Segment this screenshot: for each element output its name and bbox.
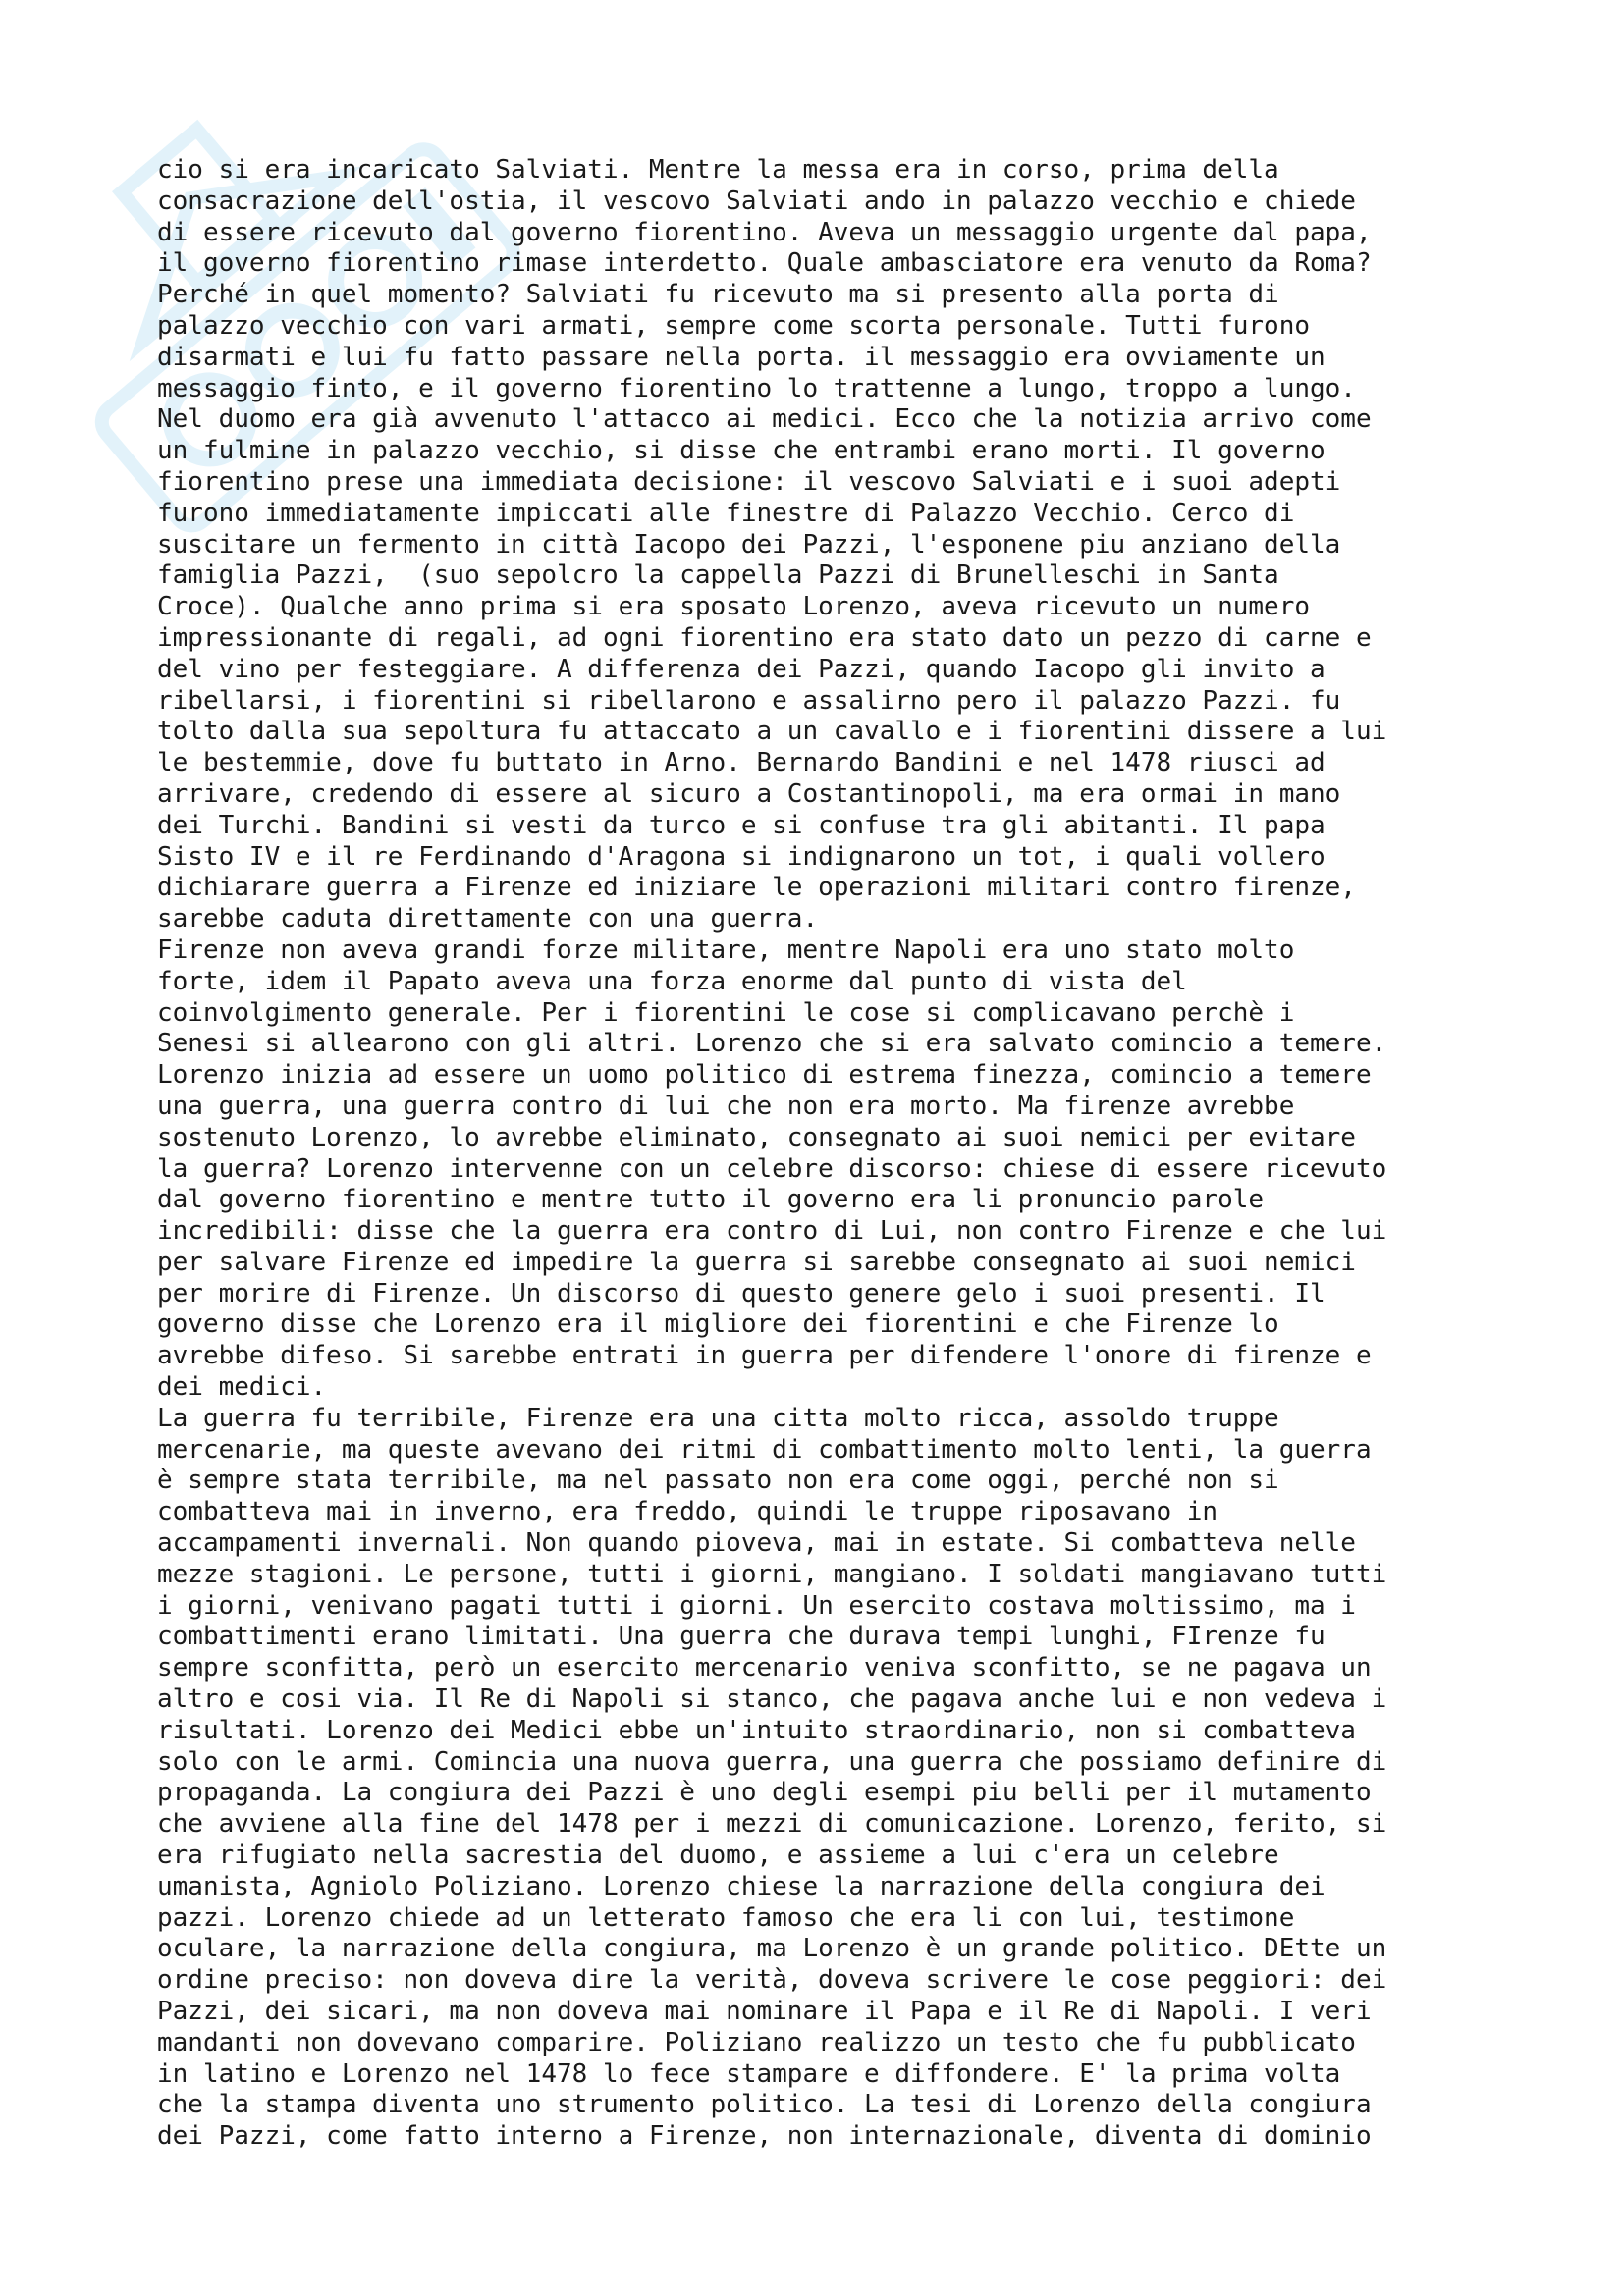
- document-body-text: cio si era incaricato Salviati. Mentre la messa era in corso, prima della consacrazione dell'ostia, il vescovo Salviati ando in palazzo vecchio e chiede di essere ricevuto dal governo fiorentino. Aveva un messaggio urgente dal papa, il governo fiorentino rimase interdetto. Quale ambasciatore era venuto da Roma? Perché in quel momento? Salviati fu ricevuto ma si presento alla porta di palazzo vecchio con vari armati, sempre come scorta personale. Tutti furono disarmati e lui fu fatto passare nella porta. il messaggio era ovviamente un messaggio finto, e il governo fiorentino lo trattenne a lungo, troppo a lungo. Nel duomo era già avvenuto l'attacco ai medici. Ecco che la notizia arrivo come un fulmine in palazzo vecchio, si disse che entrambi erano morti. Il governo fiorentino prese una immediata decisione: il vescovo Salviati e i suoi adepti furono immediatamente impiccati alle finestre di Palazzo Vecchio. Cerco di suscitare un fermento in città Iacopo dei Pazzi, l'esponene piu anziano della famiglia Pazzi, (suo sepolcro la cappella Pazzi di Brunelleschi in Santa Croce). Qualche anno prima si era sposato Lorenzo, aveva ricevuto un numero impressionante di regali, ad ogni fiorentino era stato dato un pezzo di carne e del vino per festeggiare. A differenza dei Pazzi, quando Iacopo gli invito a ribellarsi, i fiorentini si ribellarono e assalirno pero il palazzo Pazzi. fu tolto dalla sua sepoltura fu attaccato a un cavallo e i fiorentini dissere a lui le bestemmie, dove fu buttato in Arno. Bernardo Bandini e nel 1478 riusci ad arrivare, credendo di essere al sicuro a Costantinopoli, ma era ormai in mano dei Turchi. Bandini si vesti da turco e si confuse tra gli abitanti. Il papa Sisto IV e il re Ferdinando d'Aragona si indignarono un tot, i quali vollero dichiarare guerra a Firenze ed iniziare le operazioni militari contro firenze, sarebbe caduta direttamente con una guerra. Firenze non aveva grandi forze militare, mentre Napoli era uno stato molto forte, idem il Papato aveva una forza enorme dal punto di vista del coinvolgimento generale. Per i fiorentini le cose si complicavano perchè i Senesi si allearono con gli altri. Lorenzo che si era salvato comincio a temere. Lorenzo inizia ad essere un uomo politico di estrema finezza, comincio a temere una guerra, una guerra contro di lui che non era morto. Ma firenze avrebbe sostenuto Lorenzo, lo avrebbe eliminato, consegnato ai suoi nemici per evitare la guerra? Lorenzo intervenne con un celebre discorso: chiese di essere ricevuto dal governo fiorentino e mentre tutto il governo era li pronuncio parole incredibili: disse che la guerra era contro di Lui, non contro Firenze e che lui per salvare Firenze ed impedire la guerra si sarebbe consegnato ai suoi nemici per morire di Firenze. Un discorso di questo genere gelo i suoi presenti. Il governo disse che Lorenzo era il migliore dei fiorentini e che Firenze lo avrebbe difeso. Si sarebbe entrati in guerra per difendere l'onore di firenze e dei medici. La guerra fu terribile, Firenze era una citta molto ricca, assoldo truppe mercenarie, ma queste avevano dei ritmi di combattimento molto lenti, la guerra è sempre stata terribile, ma nel passato non era come oggi, perché non si combatteva mai in inverno, era freddo, quindi le truppe riposavano in accampamenti invernali. Non quando pioveva, mai in estate. Si combatteva nelle mezze stagioni. Le persone, tutti i giorni, mangiano. I soldati mangiavano tutti i giorni, venivano pagati tutti i giorni. Un esercito costava moltissimo, ma i combattimenti erano limitati. Una guerra che durava tempi lunghi, FIrenze fu sempre sconfitta, però un esercito mercenario veniva sconfitto, se ne pagava un altro e cosi via. Il Re di Napoli si stanco, che pagava anche lui e non vedeva i risultati. Lorenzo dei Medici ebbe un'intuito straordinario, non si combatteva solo con le armi. Comincia una nuova guerra, una guerra che possiamo definire di propaganda. La congiura dei Pazzi è uno degli esempi piu belli per il mutamento che avviene alla fine del 1478 per i mezzi di comunicazione. Lorenzo, ferito, si era rifugiato nella sacrestia del duomo, e assieme a lui c'era un celebre umanista, Agniolo Poliziano. Lorenzo chiese la narrazione della congiura dei pazzi. Lorenzo chiede ad un letterato famoso che era li con lui, testimone oculare, la narrazione della congiura, ma Lorenzo è un grande politico. DEtte un ordine preciso: non doveva dire la verità, doveva scrivere le cose peggiori: dei Pazzi, dei sicari, ma non doveva mai nominare il Papa e il Re di Napoli. I veri mandanti non dovevano comparire. Poliziano realizzo un testo che fu pubblicato in latino e Lorenzo nel 1478 lo fece stampare e diffondere. E' la prima volta che la stampa diventa uno strumento politico. La tesi di Lorenzo della congiura dei Pazzi, come fatto interno a Firenze, non internazionale, diventa di dominio: [157, 155, 1387, 2152]
